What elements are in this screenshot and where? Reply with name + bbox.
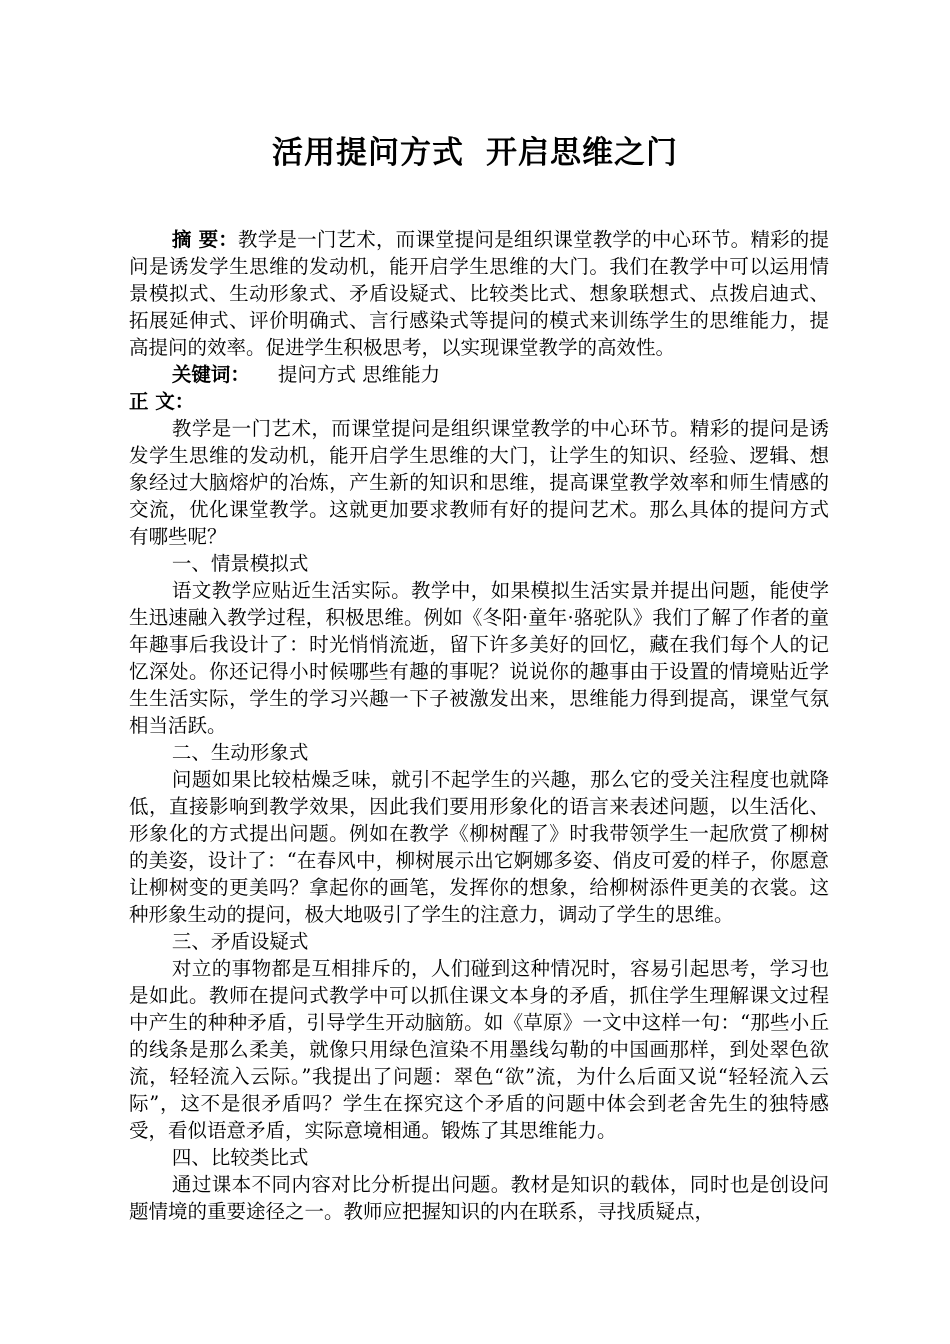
abstract-text: 教学是一门艺术，而课堂提问是组织课堂教学的中心环节。精彩的提问是诱发学生思维的发动机，能开启学生思维的大门。我们在教学中可以运用情景模拟式、生动形象式、矛盾设疑式、比较类比式、想象联想式、点拨启迪式、拓展延伸式、评价明确式、言行感染式等提问的模式来训练学生的思维能力，提高提问的效率。促进学生积极思考，以实现课堂教学的高效性。 — [129, 228, 829, 359]
title-part-1: 活用提问方式 — [272, 135, 464, 171]
abstract-label: 摘 要： — [171, 228, 239, 251]
keywords-value: 提问方式 思维能力 — [277, 363, 441, 386]
section-text-3: 对立的事物都是互相排斥的，人们碰到这种情况时，容易引起思考，学习也是如此。教师在提问式教学中可以抓住课文本身的矛盾，抓住学生理解课文过程中产生的种种矛盾，引导学生开动脑筋。如《草原》一文中这样一句：“那些小丘的线条是那么柔美，就像只用绿色渲染不用墨线勾勒的中国画那样，到处翠色欲流，轻轻流入云际。”我提出了问题：翠色“欲”流，为什么后面又说“轻轻流入云际”，这不是很矛盾吗？学生在探究这个矛盾的问题中体会到老舍先生的独特感受，看似语意矛盾，实际意境相通。锻炼了其思维能力。 — [129, 957, 829, 1142]
document-title — [0, 133, 950, 173]
section-text-4: 通过课本不同内容对比分析提出问题。教材是知识的载体，同时也是创设问题情境的重要途径之一。教师应把握知识的内在联系，寻找质疑点， — [129, 1173, 829, 1223]
abstract-paragraph — [129, 226, 829, 361]
section-heading-4: 四、比较类比式 — [171, 1146, 309, 1169]
section-heading-2: 二、生动形象式 — [171, 741, 309, 764]
section-heading-3: 三、矛盾设疑式 — [171, 930, 309, 953]
body-label-paragraph — [129, 388, 829, 415]
section-text-2: 问题如果比较枯燥乏味，就引不起学生的兴趣，那么它的受关注程度也就降低，直接影响到教学效果，因此我们要用形象化的语言来表述问题，以生活化、形象化的方式提出问题。例如在教学《柳树醒了》时我带领学生一起欣赏了柳树的美姿，设计了：“在春风中，柳树展示出它婀娜多姿、俏皮可爱的样子，你愿意让柳树变的更美吗？拿起你的画笔，发挥你的想象，给柳树添件更美的衣裳。这种形象生动的提问，极大地吸引了学生的注意力，调动了学生的思维。 — [129, 768, 829, 926]
section-text-1: 语文教学应贴近生活实际。教学中，如果模拟生活实景并提出问题，能使学生迅速融入教学过程，积极思维。例如《冬阳·童年·骆驼队》我们了解了作者的童年趣事后我设计了：时光悄悄流逝，留下许多美好的回忆，藏在我们每个人的记忆深处。你还记得小时候哪些有趣的事呢？说说你的趣事由于设置的情境贴近学生生活实际，学生的学习兴趣一下子被激发出来，思维能力得到提高，课堂气氛相当活跃。 — [129, 579, 829, 737]
keywords-paragraph — [129, 361, 829, 388]
body-label: 正 文： — [129, 390, 195, 413]
section-heading-1: 一、情景模拟式 — [171, 552, 309, 575]
keywords-label: 关键词： — [171, 363, 250, 386]
intro-paragraph: 教学是一门艺术，而课堂提问是组织课堂教学的中心环节。精彩的提问是诱发学生思维的发动机，能开启学生思维的大门，让学生的知识、经验、逻辑、想象经过大脑熔炉的冶炼，产生新的知识和思维，提高课堂教学效率和师生情感的交流，优化课堂教学。这就更加要求教师有好的提问艺术。那么具体的提问方式有哪些呢？ — [129, 417, 829, 548]
title-part-2: 开启思维之门 — [486, 135, 678, 171]
document-body — [129, 226, 829, 1225]
